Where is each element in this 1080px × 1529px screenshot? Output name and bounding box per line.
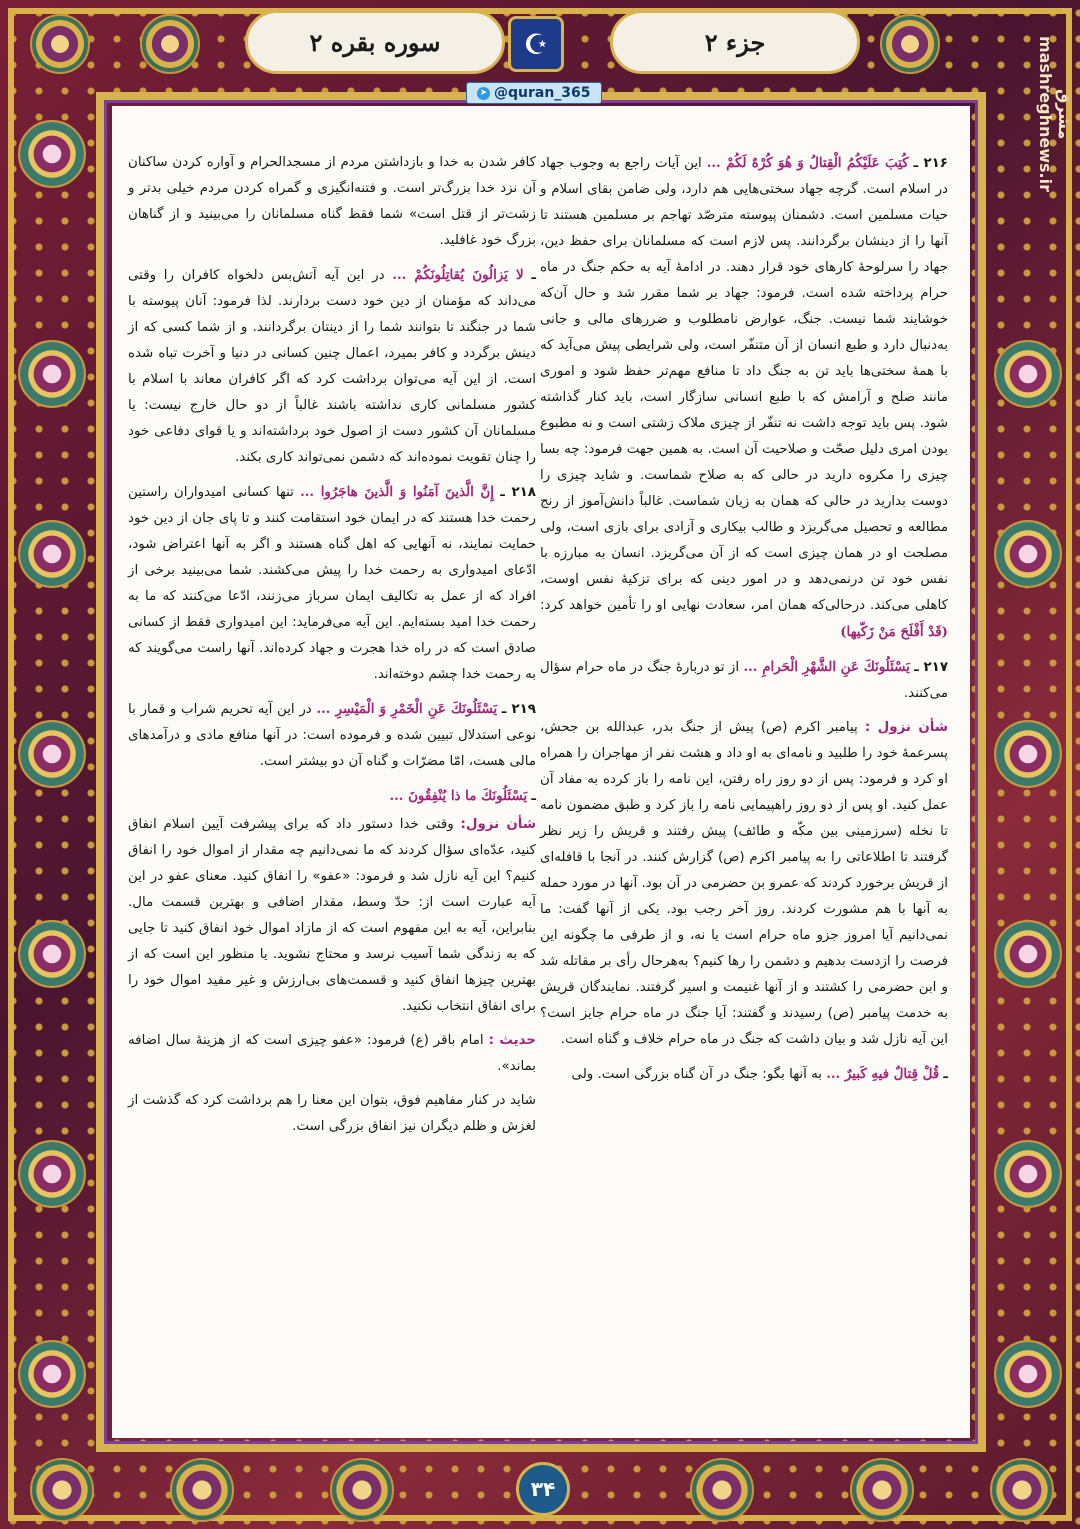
commentary-text: پیامبر اکرم (ص) پیش از جنگ بدر، عبدالله بن جحش، پسرعمهٔ خود را طلبید و نامه‌ای به او داد و هشت نفر از مهاجران را همراه او کرد و فرمود: پس از دو روز راه رفتن، این نامه را باز کرده به مفاد آن عمل کنید. او پس از دو روز راهپیمایی نامه را باز کرد و طبق مضمون نامه تا نخله (سرزمینی بین مکّه و طائف) پیش رفتند و قریش را زیر نظر گرفتند تا اطلاعاتی را به پیامبر اکرم (ص) گزارش کنند. در آنجا با قافله‌ای از قریش برخورد کردند که عمرو بن حضرمی در آن بود. آنها در مورد حمله به آنها با هم مشورت کردند. روز آخر رجب بود. یکی از آنها گفت: ما نمی‌دانیم آیا امروز جزو ماه حرام است یا نه، و از طرفی ما چگونه این فرصت را ازدست بدهیم و دشمن را رها کنیم؟ به‌هرحال رأی بر مقاتله شد و ابن حضرمی را کشتند و از آنها غنیمت و اسیر گرفتند. نمایندگان قریش به خدمت پیامبر (ص) رسیدند و گفتند: آیا جنگ در ماه حرام جایز است؟ این آیه نازل شد و بیان داشت که جنگ در ماه حرام خلاف و گناه است. [540,720,948,1047]
border-rosette [850,1458,914,1522]
border-medallion [18,340,86,408]
section-label: حدیث : [488,1033,536,1048]
paragraph [128,262,536,471]
border-medallion [994,340,1062,408]
paragraph [540,150,948,646]
ayah-text: يَسْئَلُونَكَ عَنِ الشَّهْرِ الْحَرامِ ... [743,659,910,675]
ayah-text: (قَدْ أَفْلَحَ مَنْ زَكّيها) [840,624,948,640]
commentary-text: این آیات راجع به وجوب جهاد در اسلام است. گرچه جهاد سختی‌هایی هم دارد، ولی ضامن بقای اسلام و حیات مسلمین است. دشمنان پیوسته مترصّد تهاجم بر مسلمین هستند تا آنها را از دینشان برگردانند. پس لازم است که مسلمانان برای حفظ دین، جهاد را سرلوحهٔ کارهای خود قرار دهند. در ادامهٔ آیه به حکم جنگ در ماه حرام پرداخته شده است. فرمود: جهاد بر شما مقرر شد و حال آن‌که خوشایند شما نیست. جنگ، عوارض نامطلوب و ضررهای مالی و جانی به‌دنبال دارد و طبع انسان از آن متنفّر است، ولی شرایطی پیش می‌آید که با همهٔ سختی‌ها باید تن به جنگ داد تا منافع مهم‌تر حفظ شود و اموری مانند صلح و آرامش که با طبع انسانی سازگار است، باید کنار گذاشته شود. پس باید توجه داشت نه تنفّر از چیزی ملاک زشتی است و نه مطبوع بودن امری دلیل صحّت و صلاحیت آن است. به همین جهت فرمود: چه بسا چیزی را مکروه دارید در حالی که به صلاح شماست. و شاید چیزی را دوست بدارید در حالی که همان به زیان شماست. غالباً دانش‌آموز از رنج مطالعه و تحصیل می‌گریزد و طالب بیکاری و آزادی برای بازی است، ولی مصلحت او در همان چیزی است که از آن می‌گریزد. انسان به مبارزه با نفس خود تن درنمی‌دهد و در امور دینی که برای تزکیهٔ نفس اوست، کاهلی می‌کند. درحالی‌که همان امر، سعادت نهایی او را تأمین خواهد کرد: [540,156,948,613]
border-medallion [18,920,86,988]
verse-number: ۲۱۶ ـ [913,156,948,171]
commentary-text: کافر شدن به خدا و بازداشتن مردم از مسجدالحرام و آواره کردن ساکنان آن نزد خدا بزرگ‌تر است. و فتنه‌انگیزی و گمراه کردن مردم خیلی بدتر و زشت‌تر از قتل است» شما فقط گناه مسلمانان را می‌بینید و از گناهان بزرگ خود غافلید. [128,155,536,248]
corner-rosette [990,1458,1054,1522]
emblem-icon: ☪ [508,16,564,72]
verse-number: ۲۱۸ ـ [500,485,536,500]
commentary-text: امام باقر (ع) فرمود: «عفو چیزی است که از هزینهٔ سال اضافه بماند». [128,1033,536,1074]
verse-number: ۲۱۹ ـ [501,702,536,717]
verse-number: ۲۱۷ ـ [914,660,948,675]
commentary-text: به آنها بگو: جنگ در آن گناه بزرگی است. ولی [571,1067,822,1082]
site-logo: مشرق mashreghnews.ir [1036,36,1074,192]
telegram-handle[interactable] [466,82,602,104]
verse-number: ـ [531,789,536,804]
border-medallion [18,1140,86,1208]
telegram-icon: ➤ [477,87,490,100]
paragraph [540,1061,948,1088]
border-medallion [18,1340,86,1408]
commentary-text: وقتی خدا دستور داد که برای پیشرفت آیین اسلام انفاق کنید، عدّه‌ای سؤال کردند که ما نمی‌دانیم چه مقدار از اموال خود را انفاق کنیم؟ این آیه نازل شد و فرمود: «عفو» را انفاق کنید. معنای عفو در این آیه عبارت است از: حدّ وسط، مقدار اضافی و بهترین قسمت مال. بنابراین، آیه به این مفهوم است که از مازاد اموال خود انفاق کنید تا جایی که به زندگی شما آسیب نرسد و محتاج نشوید. یا منظور این است که از بهترین چیزها انفاق کنید و قسمت‌های بی‌ارزش و غیر مفید اموال خود را برای انفاق انتخاب نکنید. [128,817,536,1014]
ayah-text: كُتِبَ عَلَيْكُمُ الْقِتالُ وَ هُوَ كُرْهٌ لَكُمْ ... [706,155,909,171]
border-medallion [18,520,86,588]
paragraph [128,696,536,775]
ayah-text: يَسْئَلُونَكَ ما ذا يُنْفِقُونَ ... [389,788,528,804]
verse-number: ـ [943,1067,948,1082]
right-column [540,150,948,1096]
commentary-text: در این آیه تحریم شراب و قمار با نوعی استدلال تبیین شده و فرموده است: در آنها منافع مادی و درآمدهای مالی هست، امّا مضرّات و گناه آن دو بیشتر است. [128,702,536,769]
border-rosette [140,14,200,74]
corner-rosette [30,1458,94,1522]
ayah-text: قُلْ قِتالٌ فيهِ كَبيرٌ ... [826,1066,940,1082]
border-medallion [994,1140,1062,1208]
handle-text: @quran_365 [494,85,591,101]
commentary-text: تنها کسانی امیدواران راستین رحمت خدا هستند که در ایمان خود استقامت کنند و تا پای جان از دین خود حمایت نمایند، نه آنهایی که اهل گناه هستند و اگر به آنها اعتراض شود، ادّعای امیدواری به رحمت خدا را پیش می‌کشند. شما می‌بینید برخی از افراد که از عمل به تکالیف ایمان سرباز می‌زنند، ادّعا می‌کنند که ما به رحمت خدا امید بسته‌ایم. این آیه می‌فرماید: این امیدواری فقط از کسانی صادق است که در راه خدا هجرت و جهاد کرده‌اند. آنها راست می‌گویند که به رحمت خدا چشم دوخته‌اند. [128,485,536,682]
border-rosette [170,1458,234,1522]
commentary-text: شاید در کنار مفاهیم فوق، بتوان این معنا را هم برداشت کرد که گذشت از لغزش و ظلم دیگران نیز انفاق بزرگی است. [128,1093,536,1134]
ayah-text: لا يَزالُونَ يُقاتِلُونَكُمْ ... [392,267,524,283]
border-medallion [994,520,1062,588]
section-label: شأن نزول: [460,817,536,832]
ayah-text: إِنَّ الَّذينَ آمَنُوا وَ الَّذينَ هاجَرُوا ... [300,484,494,500]
paragraph [128,150,536,254]
section-label: شأن نزول : [864,720,948,735]
page-number: ۳۴ [516,1462,570,1516]
border-rosette [330,1458,394,1522]
border-medallion [994,1340,1062,1408]
paragraph [128,1088,536,1140]
border-medallion [18,720,86,788]
corner-rosette [30,14,90,74]
surah-title: سوره بقره ۲ [245,10,505,74]
border-rosette [690,1458,754,1522]
ayah-text: يَسْئَلُونَكَ عَنِ الْخَمْرِ وَ الْمَيْسِرِ ... [316,701,498,717]
paragraph [540,654,948,707]
paragraph [540,715,948,1053]
border-medallion [18,120,86,188]
paragraph [128,1028,536,1080]
paragraph [128,783,536,810]
border-medallion [994,720,1062,788]
juz-title: جزء ۲ [610,10,860,74]
commentary-text: از تو دربارهٔ جنگ در ماه حرام سؤال می‌کنند. [540,660,948,701]
border-medallion [994,920,1062,988]
paragraph [128,479,536,688]
border-rosette [880,14,940,74]
paragraph [128,812,536,1020]
commentary-text: در این آیه آتش‌بس دلخواه کافران را وقتی می‌داند که مؤمنان از دین خود دست بردارند. لذا فرمود: آنان پیوسته با شما در جنگند تا بتوانند شما را از دینتان برگردانند. و از شما کسی که از دینش برگردد و کافر بمیرد، اعمال چنین کسانی در دنیا و آخرت تباه شده است. از این آیه می‌توان برداشت کرد که اگر کافران معاند با اسلام با کشور مسلمانی کاری نداشته باشند غالباً از دو حال خارج نیست: یا مسلمانان آن کشور دست از اصول خود برداشته‌اند و یا قوای دفاعی خود را چنان تقویت نموده‌اند که دشمن نمی‌تواند کاری بکند. [128,268,536,465]
left-column [128,150,536,1148]
verse-number: ـ [531,268,536,283]
